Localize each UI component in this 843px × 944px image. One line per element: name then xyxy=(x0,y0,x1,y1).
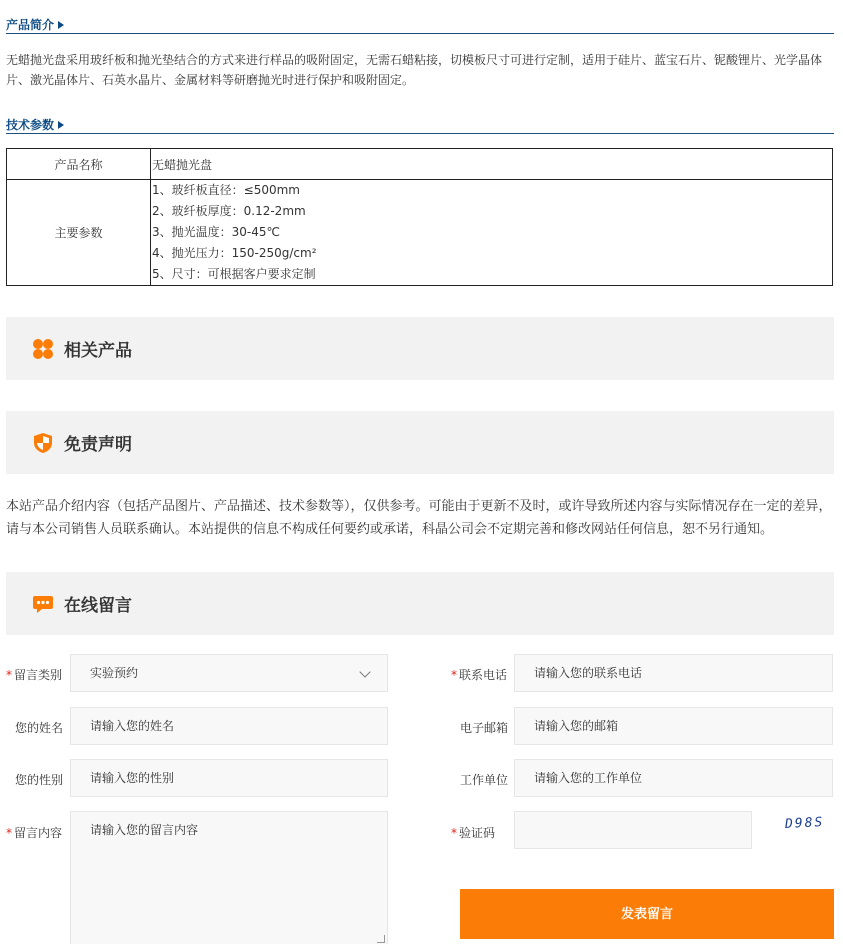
triangle-right-icon xyxy=(58,21,64,29)
phone-input[interactable]: 请输入您的联系电话 xyxy=(514,654,833,692)
category-select[interactable] xyxy=(70,654,388,692)
params-section-title: 技术参数 xyxy=(6,116,64,133)
resize-handle-icon[interactable] xyxy=(377,935,385,943)
shield-icon xyxy=(32,432,54,454)
param-key: 产品名称 xyxy=(7,149,151,180)
message-title: 在线留言 xyxy=(64,596,132,616)
category-selected-value: 实验预约 xyxy=(90,666,139,680)
required-mark: * xyxy=(6,826,12,840)
content-placeholder: 请输入您的留言内容 xyxy=(90,823,199,837)
related-products-title: 相关产品 xyxy=(64,341,132,361)
param-line: 3、抛光温度：30-45℃ xyxy=(152,225,280,239)
email-label: 电子邮箱 xyxy=(460,721,509,735)
content-label: * 留言内容 xyxy=(6,826,63,840)
chevron-down-icon xyxy=(359,666,370,677)
table-row xyxy=(7,149,833,180)
required-mark: * xyxy=(6,668,12,682)
intro-section-title: 产品简介 xyxy=(6,16,64,33)
gender-label: 您的性别 xyxy=(15,773,64,787)
param-line: 5、尺寸：可根据客户要求定制 xyxy=(152,267,316,281)
gender-input[interactable]: 请输入您的性别 xyxy=(70,759,388,797)
phone-label: * 联系电话 xyxy=(451,668,508,682)
captcha-image[interactable]: D98S xyxy=(784,814,825,833)
intro-section-header xyxy=(6,10,834,34)
email-input[interactable]: 请输入您的邮箱 xyxy=(514,707,833,745)
param-value-list xyxy=(151,180,833,286)
params-section-header xyxy=(6,110,834,134)
name-label: 您的姓名 xyxy=(15,721,64,735)
param-value: 无蜡抛光盘 xyxy=(151,149,833,180)
captcha-input[interactable] xyxy=(514,811,752,849)
disclaimer-text: 本站产品介绍内容（包括产品图片、产品描述、技术参数等），仅供参考。可能由于更新不及时，或许导致所述内容与实际情况存在一定的差异，请与本公司销售人员联系确认。本站提供的信息不构成任何要约或承诺，科晶公司会不定期完善和修改网站任何信息，恕不另行通知。 xyxy=(6,499,832,537)
param-line: 2、玻纤板厚度：0.12-2mm xyxy=(152,204,306,218)
table-row xyxy=(7,180,833,286)
triangle-right-icon xyxy=(58,121,64,129)
disclaimer-title: 免责声明 xyxy=(64,435,132,455)
category-label: * 留言类别 xyxy=(6,668,63,682)
chat-bubble-icon xyxy=(32,593,54,615)
param-line: 1、玻纤板直径：≤500mm xyxy=(152,183,300,197)
related-products-panel xyxy=(6,317,834,380)
company-input[interactable]: 请输入您的工作单位 xyxy=(514,759,833,797)
message-panel xyxy=(6,572,834,635)
submit-button[interactable]: 发表留言 xyxy=(460,889,834,939)
disclaimer-panel xyxy=(6,411,834,474)
required-mark: * xyxy=(451,826,457,840)
company-label: 工作单位 xyxy=(460,773,509,787)
intro-text: 无蜡抛光盘采用玻纤板和抛光垫结合的方式来进行样品的吸附固定，无需石蜡粘接，切模板尺寸可进行定制，适用于硅片、蓝宝石片、铌酸锂片、光学晶体片、激光晶体片、石英水晶片、金属材料等研磨抛光时进行保护和吸附固定。 xyxy=(6,53,823,87)
captcha-label: * 验证码 xyxy=(451,826,496,840)
params-table xyxy=(6,148,833,286)
required-mark: * xyxy=(451,668,457,682)
name-input[interactable]: 请输入您的姓名 xyxy=(70,707,388,745)
content-textarea[interactable] xyxy=(70,811,388,944)
clover-icon xyxy=(32,338,54,360)
param-key: 主要参数 xyxy=(7,180,151,286)
param-line: 4、抛光压力：150-250g/cm² xyxy=(152,246,317,260)
